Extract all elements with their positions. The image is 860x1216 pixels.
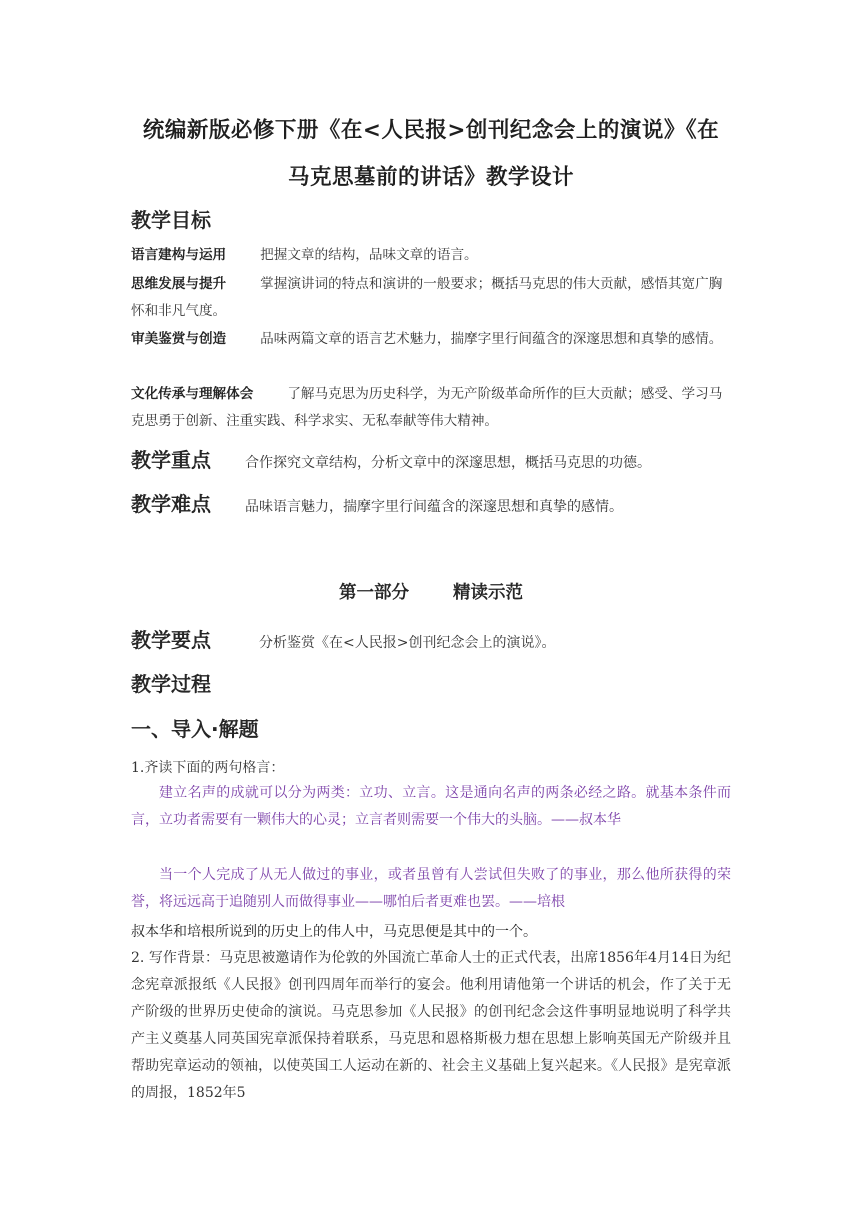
process-heading: 教学过程 bbox=[131, 672, 211, 696]
section-one-heading: 一、导入·解题 bbox=[131, 717, 259, 741]
objective-label: 审美鉴赏与创造 bbox=[131, 331, 227, 347]
objective-item bbox=[131, 326, 731, 353]
objective-item bbox=[131, 381, 731, 435]
objective-text: 品味两篇文章的语言艺术魅力，揣摩字里行间蕴含的深邃思想和真挚的感情。 bbox=[260, 331, 723, 347]
objective-label: 语言建构与运用 bbox=[131, 247, 227, 263]
objective-text: 了解马克思为历史科学，为无产阶级革命所作的巨大贡献；感受、学习马克思勇于创新、注重实践、科学求实、无私奉献等伟大精神。 bbox=[131, 386, 723, 429]
difficulties-text: 品味语言魅力，揣摩字里行间蕴含的深邃思想和真挚的感情。 bbox=[245, 499, 623, 515]
objective-text: 掌握演讲词的特点和演讲的一般要求；概括马克思的伟大贡献，感悟其宽广胸怀和非凡气度。 bbox=[131, 276, 723, 319]
summary-line: 叔本华和培根所说到的历史上的伟人中，马克思便是其中的一个。 bbox=[131, 924, 537, 940]
document-title-line-1: 统编新版必修下册《在<人民报>创刊纪念会上的演说》《在 bbox=[142, 118, 720, 143]
objective-text: 把握文章的结构，品味文章的语言。 bbox=[260, 247, 478, 263]
essentials-label: 教学要点 bbox=[131, 628, 211, 652]
objective-label: 文化传承与理解体会 bbox=[131, 386, 254, 402]
objective-item bbox=[131, 271, 731, 325]
part-one-heading bbox=[131, 579, 731, 604]
key-points-label: 教学重点 bbox=[131, 448, 211, 472]
essentials-text: 分析鉴赏《在<人民报>创刊纪念会上的演说》。 bbox=[259, 635, 556, 651]
item-2-background: 2. 写作背景：马克思被邀请作为伦敦的外国流亡革命人士的正式代表，出席1856年4月14日为纪念宪章派报纸《人民报》创刊四周年而举行的宴会。他利用请他第一个讲话的机会，作了关于无产阶级的世界历史使命的演说。马克思参加《人民报》的创刊纪念会这件事明显地说明了科学共产主义奠基人同英国宪章派保持着联系，马克思和恩格斯极力想在思想上影响英国无产阶级并且帮助宪章运动的领袖，以使英国工人运动在新的、社会主义基础上复兴起来。《人民报》是宪章派的周报，1852年5 bbox=[131, 950, 731, 1101]
quote-schopenhauer: 建立名声的成就可以分为两类：立功、立言。这是通向名声的两条必经之路。就基本条件而言，立功者需要有一颗伟大的心灵；立言者则需要一个伟大的头脑。——叔本华 bbox=[131, 785, 731, 828]
essentials-row bbox=[131, 624, 555, 653]
part-one-title: 第一部分 bbox=[339, 583, 409, 603]
key-points-row bbox=[131, 444, 651, 473]
objectives-heading: 教学目标 bbox=[131, 208, 211, 232]
objective-item bbox=[131, 242, 731, 269]
key-points-text: 合作探究文章结构，分析文章中的深邃思想，概括马克思的功德。 bbox=[245, 455, 651, 471]
document-title-line-2: 马克思墓前的讲话》教学设计 bbox=[287, 165, 574, 190]
difficulties-label: 教学难点 bbox=[131, 492, 211, 516]
item-1-text: 1.齐读下面的两句格言： bbox=[131, 760, 285, 776]
quote-bacon: 当一个人完成了从无人做过的事业，或者虽曾有人尝试但失败了的事业，那么他所获得的荣誉，将远远高于追随别人而做得事业——哪怕后者更难也罢。——培根 bbox=[131, 867, 731, 910]
objective-label: 思维发展与提升 bbox=[131, 276, 227, 292]
difficulties-row bbox=[131, 488, 623, 517]
part-one-subtitle: 精读示范 bbox=[453, 583, 523, 603]
